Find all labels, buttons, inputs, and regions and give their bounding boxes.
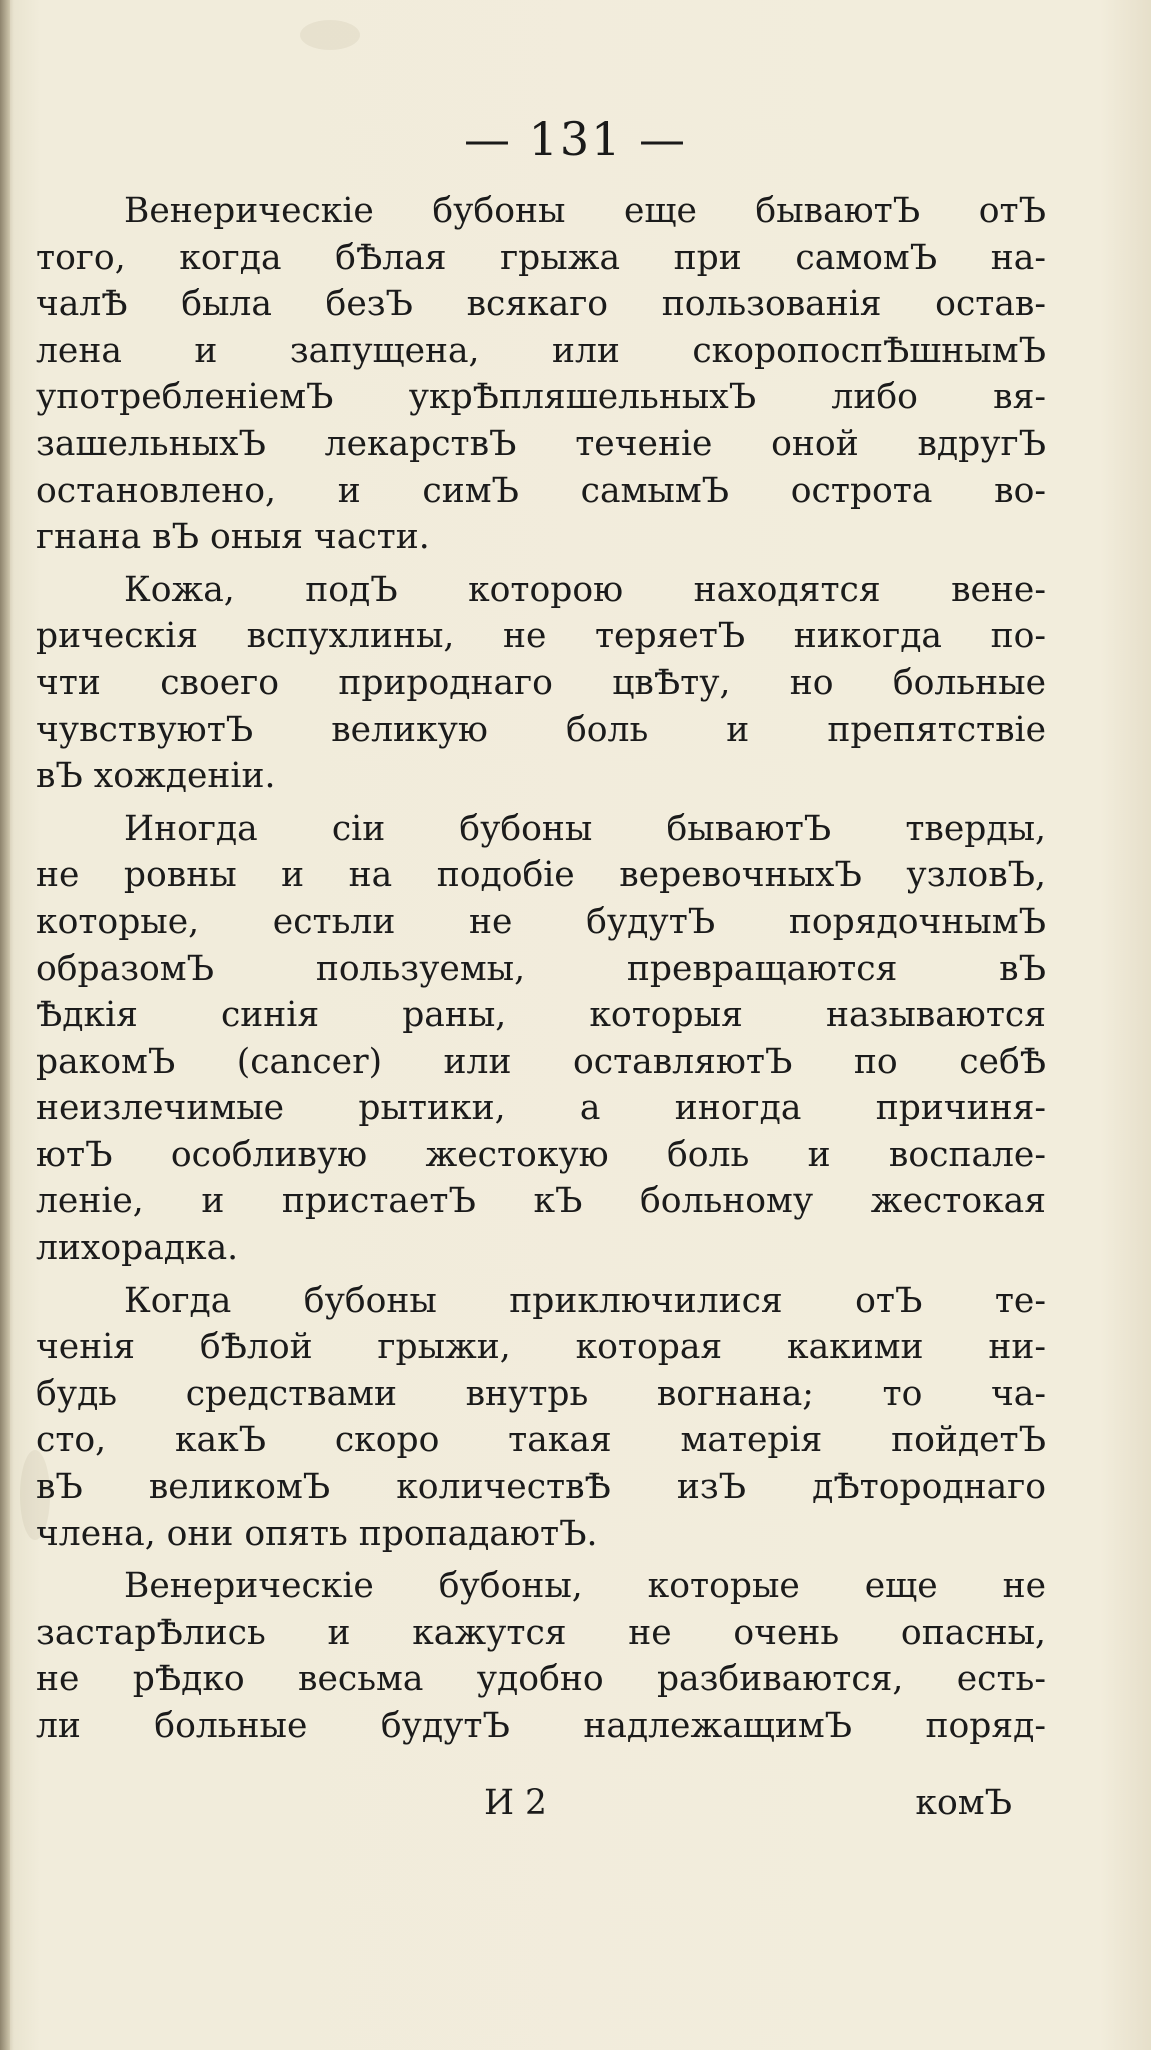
signature-mark: И 2 xyxy=(484,1783,548,1823)
text-line: вЪ великомЪ количествѢ изЪ дѢтороднаго xyxy=(36,1467,1046,1508)
text-line: чувствуютЪ великую боль и препятствіе xyxy=(36,709,1046,750)
paragraph xyxy=(36,806,1046,1272)
text-line: Иногда сіи бубоны бываютЪ тверды, xyxy=(124,808,1046,849)
text-line: Кожа, подЪ которою находятся вене- xyxy=(124,569,1046,610)
catchword: комЪ xyxy=(915,1783,1012,1823)
text-line: Когда бубоны приключилися отЪ те- xyxy=(124,1280,1046,1321)
text-line: не ровны и на подобіе веревочныхЪ узловЪ, xyxy=(36,855,1046,896)
text-line: Венерическіе бубоны еще бываютЪ отЪ xyxy=(124,191,1046,231)
text-line: ченія бѢлой грыжи, которая какими ни- xyxy=(36,1327,1046,1368)
paragraph xyxy=(36,1563,1046,1749)
body-text xyxy=(36,188,1046,1750)
text-line: употребленіемЪ укрѢпляшельныхЪ либо вя- xyxy=(36,377,1046,418)
text-line: остановлено, и симЪ самымЪ острота во- xyxy=(36,470,1046,511)
page-edge-shadow xyxy=(0,0,10,2050)
text-line: неизлечимые рытики, а иногда причиня- xyxy=(36,1088,1046,1129)
text-line: застарѢлись и кажутся не очень опасны, xyxy=(36,1612,1046,1653)
paragraph xyxy=(36,188,1046,561)
text-line: образомЪ пользуемы, превращаются вЪ xyxy=(36,948,1046,989)
text-line: рическія вспухлины, не теряетЪ никогда по- xyxy=(36,616,1046,657)
text-line: ли больные будутЪ надлежащимЪ поряд- xyxy=(36,1706,1046,1746)
text-line: ютЪ особливую жестокую боль и воспале- xyxy=(36,1134,1046,1175)
text-line: будь средствами внутрь вогнана; то ча- xyxy=(36,1373,1046,1414)
text-line: не рѢдко весьма удобно разбиваются, есть- xyxy=(36,1659,1046,1700)
text-line: лена и запущена, или скоропоспѢшнымЪ xyxy=(36,330,1046,371)
text-line: ракомЪ (cancer) или оставляютЪ по себѢ xyxy=(36,1041,1046,1082)
paragraph xyxy=(36,567,1046,800)
text-line: зашельныхЪ лекарствЪ теченіе оной вдругЪ xyxy=(36,423,1046,464)
text-line: которые, естьли не будутЪ порядочнымЪ xyxy=(36,901,1046,942)
text-line: лихорадка. xyxy=(36,1228,239,1269)
page-number: — 131 — xyxy=(463,112,688,166)
text-line: сто, какЪ скоро такая матерія пойдетЪ xyxy=(36,1420,1046,1461)
text-line: Венерическіе бубоны, которые еще не xyxy=(124,1566,1046,1607)
text-line: чалѢ была безЪ всякаго пользованія остав- xyxy=(36,284,1046,325)
text-line: чти своего природнаго цвѢту, но больные xyxy=(36,662,1046,703)
text-line: члена, они опять пропадаютЪ. xyxy=(36,1513,598,1554)
text-line: Ѣдкія синія раны, которыя называются xyxy=(36,995,1046,1036)
text-line: того, когда бѢлая грыжа при самомЪ на- xyxy=(36,237,1046,278)
page-footer xyxy=(36,1780,1046,1826)
text-line: леніе, и пристаетЪ кЪ больному жестокая xyxy=(36,1181,1046,1222)
text-line: гнана вЪ оныя части. xyxy=(36,517,430,558)
text-line: вЪ хожденіи. xyxy=(36,756,276,797)
paper-stain xyxy=(300,20,360,50)
paragraph xyxy=(36,1278,1046,1558)
